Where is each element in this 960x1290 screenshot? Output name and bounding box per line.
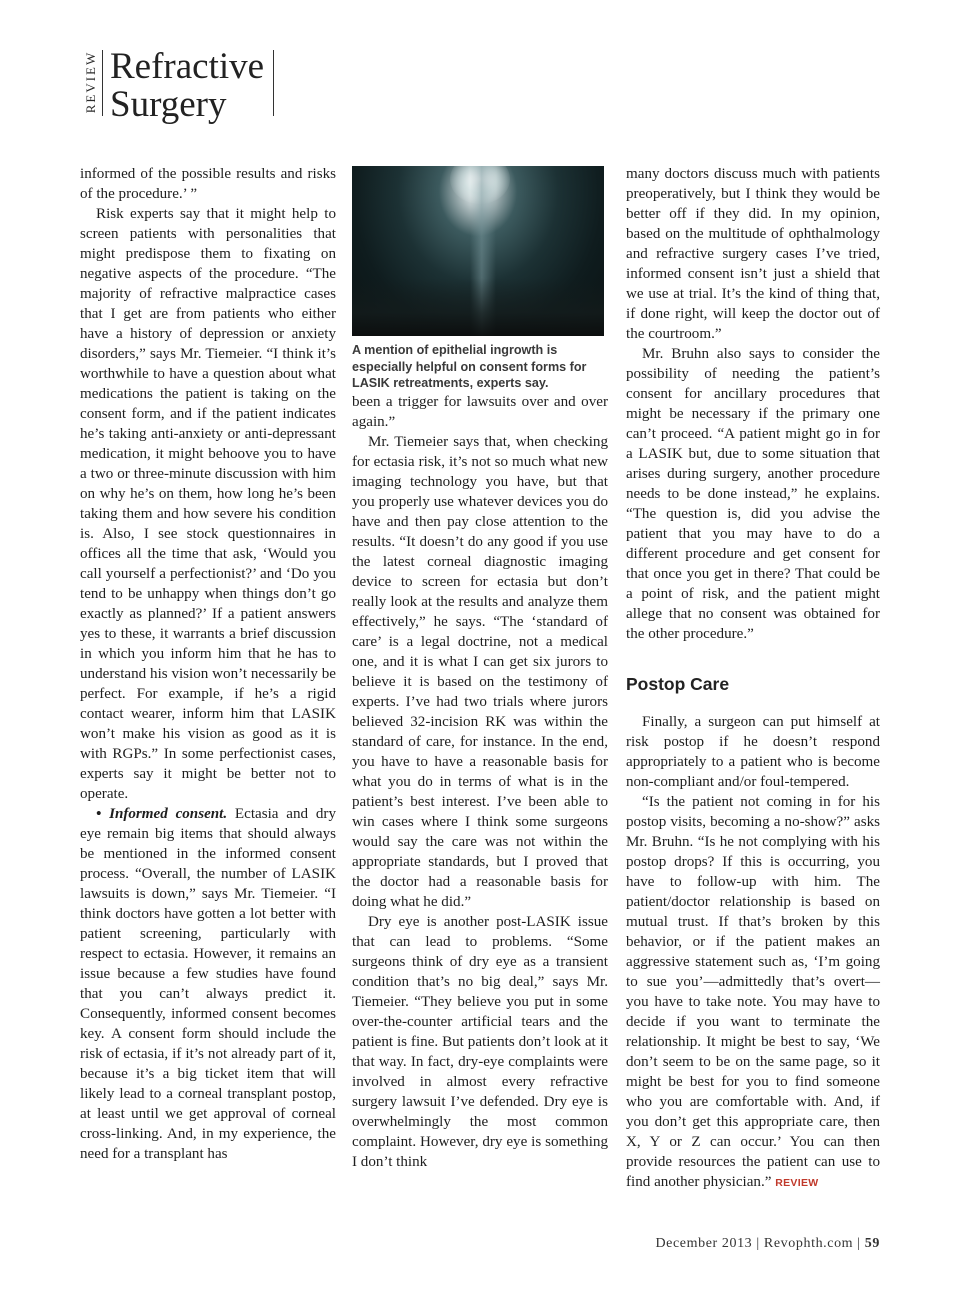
paragraph: Dry eye is another post-LASIK issue that can lead to problems. “Some surgeons think of dry eye as a transient condition that’s no big deal,” says Mr. Tiemeier. “They believe you put in some over-the-counter artificial tears and the patient is fine. But patients don’t look at it that way. In fact, dry-eye complaints were involved in almost every refractive surgery lawsuit I’ve defended. Dry eye is overwhelmingly the most common complaint. However, dry eye is something I don’t think [352,913,608,1170]
page-number: 59 [864,1236,880,1251]
footer-date: December 2013 [655,1236,753,1251]
header-rule-left [102,50,103,116]
section-title-line1: Refractive [110,46,265,87]
section-title-line2: Surgery [110,84,227,125]
final-text: “Is the patient not coming in for his postop visits, becoming a no-show?” asks Mr. Bruhn. “Is he not complying with his postop drops? If this is occurring, you have to follow-up with him. The patient/doctor relationship is based on mutual trust. If that’s broken by this behavior, or if the patient makes an aggressive statement such as, ‘I’m going to sue you’—admittedly that’s overt—you have to take note. You may have to decide if you want to terminate the relationship. It might be best to say, ‘We don’t seem to be on the same page, so it might be best for you to find someone who you are comfortable with. And, if you don’t get this appropriate care, then X, Y or Z can occur.’ You can then provide resources the patient can use to find another physician.” [626,794,880,1190]
header-rule-right [273,50,274,116]
paragraph: Mr. Tiemeier says that, when checking for ectasia risk, it’s not so much what new imaging technology you have, but that you properly use whatever devices you do have and then pay close attention to the results. “It doesn’t do any good if you use the latest corneal diagnostic imaging device to screen for ectasia but don’t really look at the results and analyze them effectively,” he says. “The ‘standard of care’ is a legal doctrine, not a medical one, and it is what I can get six jurors to believe it is based on the testimony of experts. I’ve had two trials where jurors believed 32-incision RK was within the standard of care, for instance. In the end, you have to have a reasonable basis for what you do in terms of what is in the patient’s best interest. I’ve been able to win cases where I think some surgeons would say the care was not within the appropriate standards, but I proved that the doctor had a reasonable basis for doing what he did.” [352,433,608,910]
informed-consent-text: Ectasia and dry eye remain big items that should always be mentioned in the informed consent process. “Overall, the number of LASIK lawsuits is down,” says Mr. Tiemeier. “I think doctors have gotten a lot better with patient screening, particularly with respect to ectasia. However, it remains an issue because a few studies have found that you can’t always predict it. Consequently, informed consent becomes key. A consent form should include the risk of ectasia, if it’s not already part of it, because it’s a big ticket item that will likely lead to a corneal transplant postop, at least until we get approval of corneal cross-linking. And, in my experience, the need for a transplant has [80,806,336,1162]
paragraph: Mr. Bruhn also says to consider the possibility of needing the patient’s consent for ancillary procedures that might be necessary if the primary one can’t proceed. “A patient might go in for a LASIK but, due to some situation that arises during surgery, another procedure needs to be done instead,” he explains. “The question is, did you advise the patient that you may have to do a different procedure and get consent for that once you get in there? That could be a point of risk, and the patient might allege that no consent was obtained for the other procedure.” [626,346,880,642]
photo-caption: A mention of epithelial ingrowth is especially helpful on consent forms for LASIK retreatments, experts say. [352,343,587,390]
subhead-postop-care: Postop Care [626,674,730,694]
paragraph-final [626,792,880,1193]
page-footer [655,1236,880,1252]
footer-divider: | [756,1236,764,1251]
footer-site: Revophth.com [763,1236,854,1251]
article-column-2 [352,164,608,1172]
article-column-3 [626,164,880,1193]
eye-photo [352,166,604,336]
section-label: REVIEW [83,50,98,114]
paragraph: been a trigger for lawsuits over and over again.” [352,393,608,430]
end-mark: REVIEW [775,1177,819,1189]
section-label-vertical [80,50,100,116]
paragraph-informed-consent [80,804,336,1164]
paragraph: many doctors discuss much with patients preoperatively, but I think they would be better off if they did. In my opinion, based on the multitude of ophthalmology and refractive surgery cases I’ve tried, informed consent isn’t just a shield that we use at trial. It’s the kind of thing that, if done right, will keep the doctor out of the courtroom.” [626,166,880,342]
paragraph: Finally, a surgeon can put himself at risk postop if he doesn’t respond appropriately to a patient who is become non-compliant and/or foul-tempered. [626,714,880,790]
paragraph: informed of the possible results and risks of the procedure.’ ” [80,166,336,202]
footer-divider: | [857,1236,865,1251]
article-column-1 [80,164,336,1164]
paragraph: Risk experts say that it might help to screen patients with personalities that might predispose them to fixating on negative aspects of the procedure. “The majority of refractive malpractice cases that I get are from patients who either have a history of depression or anxiety disorders,” says Mr. Tiemeier. “I think it’s worthwhile to have a question about what medications the patient is taking on the consent form, and if the patient indicates he’s taking anti-anxiety or anti-depressant medication, it might behoove you to have a two or three-minute discussion with him on why he’s on them, how long he’s been taking them and how severe his condition is. Also, I see stock questionnaires in offices all the time that ask, ‘Would you call yourself a perfectionist?’ and ‘Do you tend to be unhappy when things don’t go exactly as planned?’ If a patient answers yes to these, it warrants a brief discussion in which you inform him that he has to understand his vision won’t necessarily be perfect. For example, if he’s a rigid contact wearer, inform him that LASIK won’t make his vision as good as it is with RGPs.” In some perfectionist cases, experts say it might be better not to operate. [80,206,336,802]
informed-consent-lead: • Informed consent. [96,806,228,822]
photo-shadow [352,278,604,336]
